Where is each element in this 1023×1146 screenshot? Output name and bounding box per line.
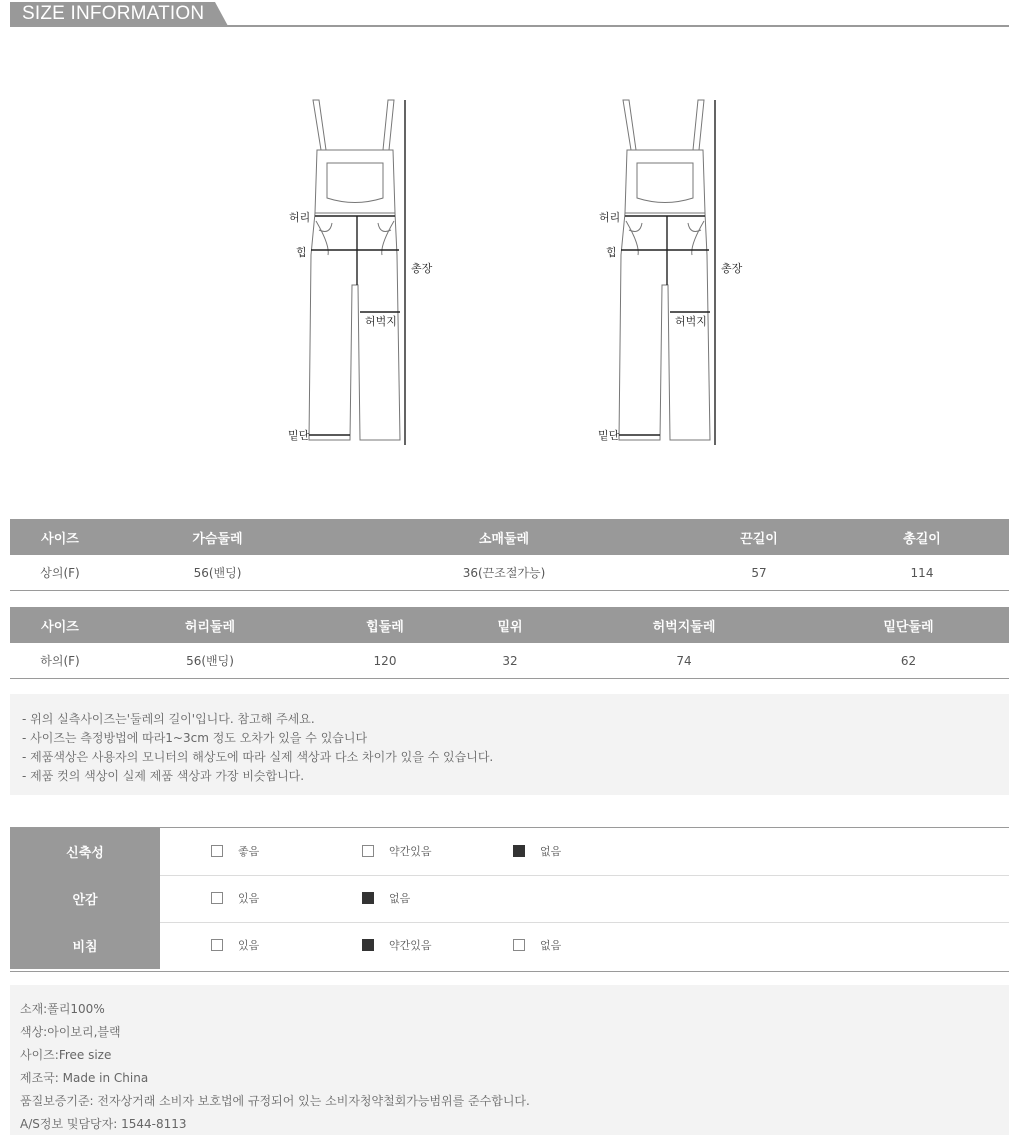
header-divider <box>10 25 1009 27</box>
cell-waist: 56(밴딩) <box>110 643 310 679</box>
col-sleeve: 소매둘레 <box>325 519 683 555</box>
option-yes[interactable]: 있음 <box>211 938 259 952</box>
col-total-length: 총길이 <box>835 519 1009 555</box>
table-header-row <box>10 519 1009 555</box>
label-waist-right: 허리 <box>599 211 621 224</box>
col-chest: 가슴둘레 <box>110 519 325 555</box>
label-waist-left: 허리 <box>289 211 311 224</box>
size-notes <box>10 694 1009 795</box>
cell-rise: 32 <box>460 643 560 679</box>
info-size: 사이즈:Free size <box>20 1048 112 1062</box>
checkbox-icon[interactable] <box>362 892 374 904</box>
option-slight[interactable]: 약간있음 <box>362 938 432 952</box>
checkbox-icon[interactable] <box>211 939 223 951</box>
cell-strap: 57 <box>683 555 835 591</box>
product-info <box>10 985 1009 1135</box>
col-strap: 끈길이 <box>683 519 835 555</box>
table-header-row <box>10 607 1009 643</box>
note-line: - 제품색상은 사용자의 모니터의 해상도에 따라 실제 색상과 다소 차이가 있을 수 있습니다. <box>22 750 494 764</box>
col-size: 사이즈 <box>10 607 110 643</box>
note-line: - 사이즈는 측정방법에 따라1~3cm 정도 오차가 있을 수 있습니다 <box>22 731 368 745</box>
checkbox-icon[interactable] <box>211 892 223 904</box>
property-name: 신축성 <box>10 828 160 875</box>
option-slight[interactable]: 약간있음 <box>362 844 432 858</box>
overall-diagram-left <box>282 95 422 455</box>
option-none[interactable]: 없음 <box>513 844 561 858</box>
info-color: 색상:아이보리,블랙 <box>20 1025 121 1039</box>
label-thigh-right: 허벅지 <box>675 315 707 328</box>
col-hem: 밑단둘레 <box>808 607 1009 643</box>
overall-diagram-right <box>592 95 732 455</box>
label-thigh-left: 허벅지 <box>365 315 397 328</box>
cell-thigh: 74 <box>560 643 808 679</box>
cell-sleeve: 36(끈조절가능) <box>325 555 683 591</box>
option-none[interactable]: 없음 <box>513 938 561 952</box>
cell-size: 상의(F) <box>10 555 110 591</box>
note-line: - 제품 컷의 색상이 실제 제품 색상과 가장 비슷합니다. <box>22 769 305 783</box>
top-size-table <box>10 519 1009 591</box>
option-none[interactable]: 없음 <box>362 891 410 905</box>
header-title: SIZE INFORMATION <box>22 3 205 24</box>
table-row <box>10 555 1009 591</box>
col-thigh: 허벅지둘레 <box>560 607 808 643</box>
checkbox-icon[interactable] <box>211 845 223 857</box>
cell-hip: 120 <box>310 643 460 679</box>
table-row <box>10 643 1009 679</box>
label-length-left: 총장 <box>411 262 433 275</box>
property-name: 비침 <box>10 922 160 969</box>
info-material: 소재:폴리100% <box>20 1002 105 1016</box>
property-row-sheer <box>10 922 1009 969</box>
checkbox-icon[interactable] <box>362 939 374 951</box>
col-rise: 밑위 <box>460 607 560 643</box>
col-hip: 힙둘레 <box>310 607 460 643</box>
cell-hem: 62 <box>808 643 1009 679</box>
col-size: 사이즈 <box>10 519 110 555</box>
checkbox-icon[interactable] <box>513 845 525 857</box>
option-yes[interactable]: 있음 <box>211 891 259 905</box>
label-hip-left: 힙 <box>296 246 307 259</box>
info-as-contact: A/S정보 및담당자: 1544-8113 <box>20 1117 187 1131</box>
info-warranty: 품질보증기준: 전자상거래 소비자 보호법에 규정되어 있는 소비자청약철회가능범위를 준수합니다. <box>20 1094 530 1108</box>
label-length-right: 총장 <box>721 262 743 275</box>
label-hem-right: 밑단 <box>598 429 620 442</box>
property-row-lining <box>10 875 1009 923</box>
property-row-stretch <box>10 828 1009 876</box>
label-hem-left: 밑단 <box>288 429 310 442</box>
bottom-size-table <box>10 607 1009 679</box>
col-waist: 허리둘레 <box>110 607 310 643</box>
size-info-header <box>10 0 1009 30</box>
checkbox-icon[interactable] <box>362 845 374 857</box>
label-hip-right: 힙 <box>606 246 617 259</box>
info-origin: 제조국: Made in China <box>20 1071 149 1085</box>
fabric-property-table <box>10 827 1009 972</box>
cell-chest: 56(밴딩) <box>110 555 325 591</box>
cell-total-length: 114 <box>835 555 1009 591</box>
overall-sketch-left <box>282 95 422 455</box>
property-name: 안감 <box>10 875 160 922</box>
cell-size: 하의(F) <box>10 643 110 679</box>
overall-sketch-right <box>592 95 732 455</box>
note-line: - 위의 실측사이즈는'둘레의 길이'입니다. 참고해 주세요. <box>22 712 315 726</box>
checkbox-icon[interactable] <box>513 939 525 951</box>
option-good[interactable]: 좋음 <box>211 844 259 858</box>
